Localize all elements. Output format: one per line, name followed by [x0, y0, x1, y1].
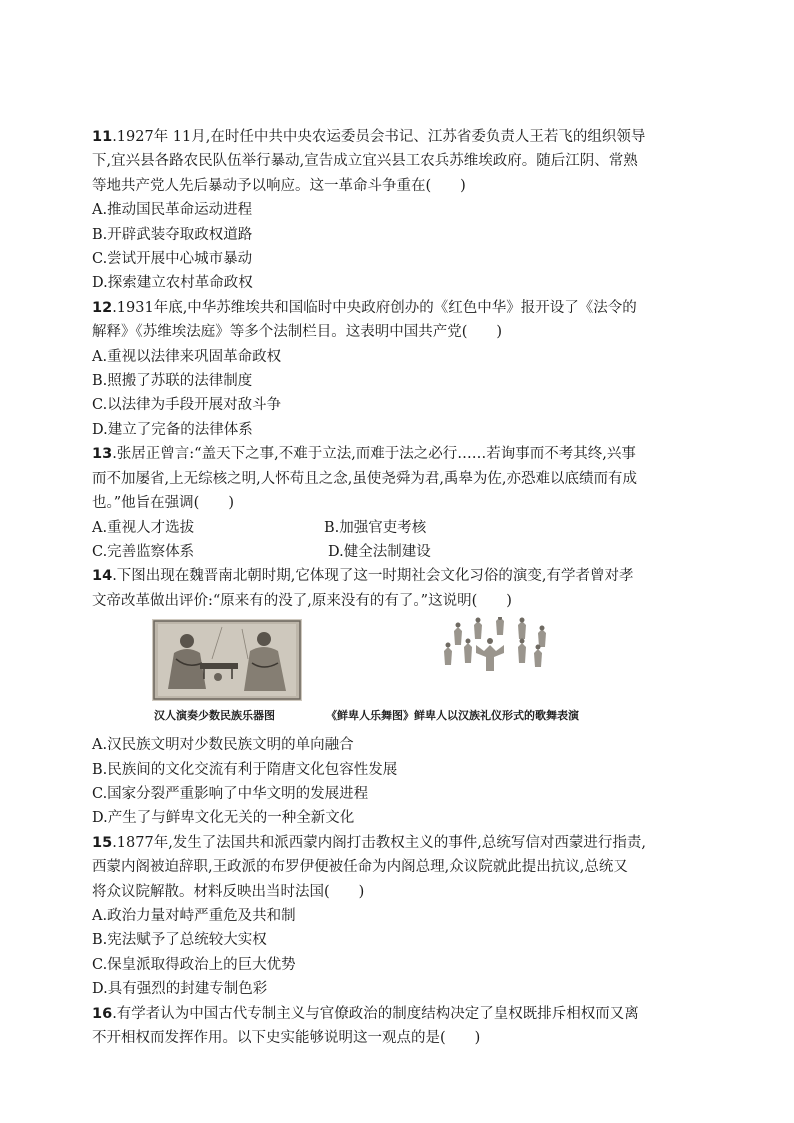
question-stem-line: 11.1927年 11月,在时任中共中央农运委员会书记、江苏省委负责人王若飞的组织领导	[92, 129, 646, 145]
option-b[interactable]: B.宪法赋予了总统较大实权	[92, 932, 267, 949]
option-b[interactable]: B.开辟武装夺取政权道路	[92, 226, 253, 243]
option-c[interactable]: C.国家分裂严重影响了中华文明的发展进程	[92, 785, 369, 802]
question-number: 16	[92, 1005, 113, 1022]
exam-page	[92, 125, 702, 1050]
question-stem-line: 文帝改革做出评价:“原来有的没了,原来没有的有了。”这说明( )	[92, 592, 512, 609]
option-b[interactable]: B.加强官吏考核	[324, 519, 427, 536]
question-stem-line: 西蒙内阁被迫辞职,王政派的布罗伊便被任命为内阁总理,众议院就此提出抗议,总统又	[92, 859, 628, 876]
xianbei-dance-figure	[434, 617, 554, 687]
option-c[interactable]: C.保皇派取得政治上的巨大优势	[92, 956, 296, 973]
figure-caption-1: 汉人演奏少数民族乐器图	[154, 709, 275, 723]
option-d[interactable]: D.健全法制建设	[328, 543, 431, 560]
question-number: 12	[92, 299, 113, 316]
option-a[interactable]: A.政治力量对峙严重危及共和制	[92, 907, 296, 924]
question-14	[92, 564, 702, 830]
question-stem-line: 14.下图出现在魏晋南北朝时期,它体现了这一时期社会文化习俗的演变,有学者曾对孝	[92, 568, 634, 585]
option-a[interactable]: A.汉民族文明对少数民族文明的单向融合	[92, 737, 354, 754]
question-stem-line: 而不加屡省,上无综核之明,人怀苟且之念,虽使尧舜为君,禹皋为佐,亦恐难以底绩而有成	[92, 470, 638, 487]
question-stem-line: 不开相权而发挥作用。以下史实能够说明这一观点的是( )	[92, 1030, 481, 1046]
question-16	[92, 1002, 702, 1051]
question-11	[92, 125, 702, 296]
question-13	[92, 442, 702, 564]
option-c[interactable]: C.以法律为手段开展对敌斗争	[92, 397, 282, 414]
question-12	[92, 296, 702, 442]
question-number: 15	[92, 834, 113, 851]
option-d[interactable]: D.具有强烈的封建专制色彩	[92, 981, 268, 998]
option-d[interactable]: D.产生了与鲜卑文化无关的一种全新文化	[92, 810, 355, 827]
question-stem-line: 16.有学者认为中国古代专制主义与官僚政治的制度结构决定了皇权既排斥相权而又离	[92, 1005, 639, 1022]
question-number: 14	[92, 568, 113, 585]
han-musicians-figure	[152, 619, 302, 701]
question-15	[92, 831, 702, 1002]
option-a[interactable]: A.推动国民革命运动进程	[92, 202, 253, 219]
option-c[interactable]: C.完善监察体系	[92, 543, 195, 560]
question-stem-line: 等地共产党人先后暴动予以响应。这一革命斗争重在( )	[92, 177, 466, 194]
option-b[interactable]: B.民族间的文化交流有利于隋唐文化包容性发展	[92, 761, 398, 778]
question-number: 13	[92, 446, 113, 463]
question-stem-line: 下,宜兴县各路农民队伍举行暴动,宣告成立宜兴县工农兵苏维埃政府。随后江阴、常熟	[92, 153, 638, 170]
option-a[interactable]: A.重视以法律来巩固革命政权	[92, 348, 282, 365]
option-d[interactable]: D.建立了完备的法律体系	[92, 421, 253, 438]
option-a[interactable]: A.重视人才选拔	[92, 519, 195, 536]
option-d[interactable]: D.探索建立农村革命政权	[92, 275, 253, 292]
option-c[interactable]: C.尝试开展中心城市暴动	[92, 251, 253, 268]
question-stem-line: 将众议院解散。材料反映出当时法国( )	[92, 883, 365, 900]
question-number: 11	[92, 129, 113, 145]
question-stem-line: 12.1931年底,中华苏维埃共和国临时中央政府创办的《红色中华》报开设了《法令的	[92, 299, 637, 316]
figure-caption-2: 《鲜卑人乐舞图》鲜卑人以汉族礼仪形式的歌舞表演	[326, 709, 579, 723]
question-stem-line: 13.张居正曾言:“盖天下之事,不难于立法,而难于法之必行……若询事而不考其终,兴事	[92, 446, 636, 463]
question-stem-line: 也。”他旨在强调( )	[92, 495, 234, 512]
figure-row	[92, 617, 702, 727]
question-stem-line: 15.1877年,发生了法国共和派西蒙内阁打击教权主义的事件,总统写信对西蒙进行指责,	[92, 834, 647, 851]
option-b[interactable]: B.照搬了苏联的法律制度	[92, 373, 253, 390]
question-stem-line: 解释》《苏维埃法庭》等多个法制栏目。这表明中国共产党( )	[92, 324, 503, 341]
